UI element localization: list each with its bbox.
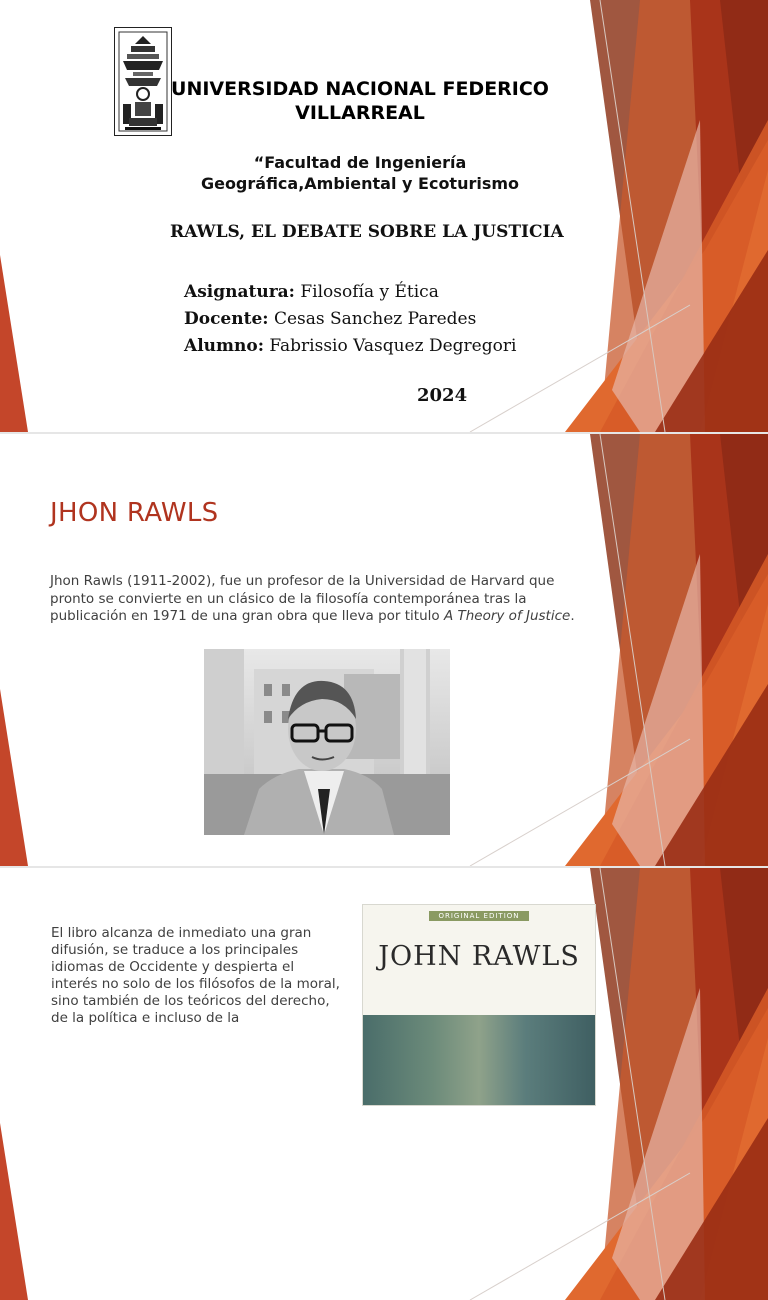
book-cover [362, 904, 596, 1106]
paragraph-end: . [570, 608, 575, 624]
alumno-label: Alumno: [184, 336, 264, 356]
presentation-title: RAWLS, EL DEBATE SOBRE LA JUSTICIA [170, 222, 564, 242]
docente-value: Cesas Sanchez Paredes [273, 309, 477, 329]
course-info [184, 279, 516, 360]
book-title: A Theory of Justice [443, 608, 571, 624]
book-edition-label: ORIGINAL EDITION [429, 911, 529, 921]
biography-paragraph [50, 573, 575, 626]
book-slide [0, 868, 768, 1300]
faculty-name: “Facultad de Ingeniería Geográfica,Ambiental y Ecoturismo [200, 153, 520, 193]
alumno-row [184, 333, 516, 360]
biography-slide [0, 434, 768, 866]
paragraph-text: Jhon Rawls (1911-2002), fue un profesor de la Universidad de Harvard que pronto se convierte en un clásico de la filosofía contemporánea tras la publicación en 1971 de una gran obra que lleva por titulo [50, 573, 555, 624]
docente-row [184, 306, 516, 333]
portrait-photo-icon [204, 649, 450, 835]
title-slide [0, 0, 768, 432]
year-label: 2024 [417, 385, 468, 406]
alumno-value: Fabrissio Vasquez Degregori [269, 336, 517, 356]
book-paragraph: El libro alcanza de inmediato una gran difusión, se traduce a los principales idiomas de Occidente y despierta el interés no solo de los filósofos de la moral, sino también de los teóricos del derecho, de la política e incluso de la [51, 925, 340, 1026]
university-crest-icon [114, 27, 172, 136]
university-name: UNIVERSIDAD NACIONAL FEDERICO VILLARREAL [171, 78, 549, 124]
cover-painting [363, 1015, 595, 1106]
slide-heading: JHON RAWLS [50, 498, 219, 528]
asignatura-label: Asignatura: [184, 282, 295, 302]
asignatura-value: Filosofía y Ética [300, 282, 439, 302]
book-author: JOHN RAWLS [378, 941, 580, 972]
docente-label: Docente: [184, 309, 269, 329]
asignatura-row [184, 279, 516, 306]
